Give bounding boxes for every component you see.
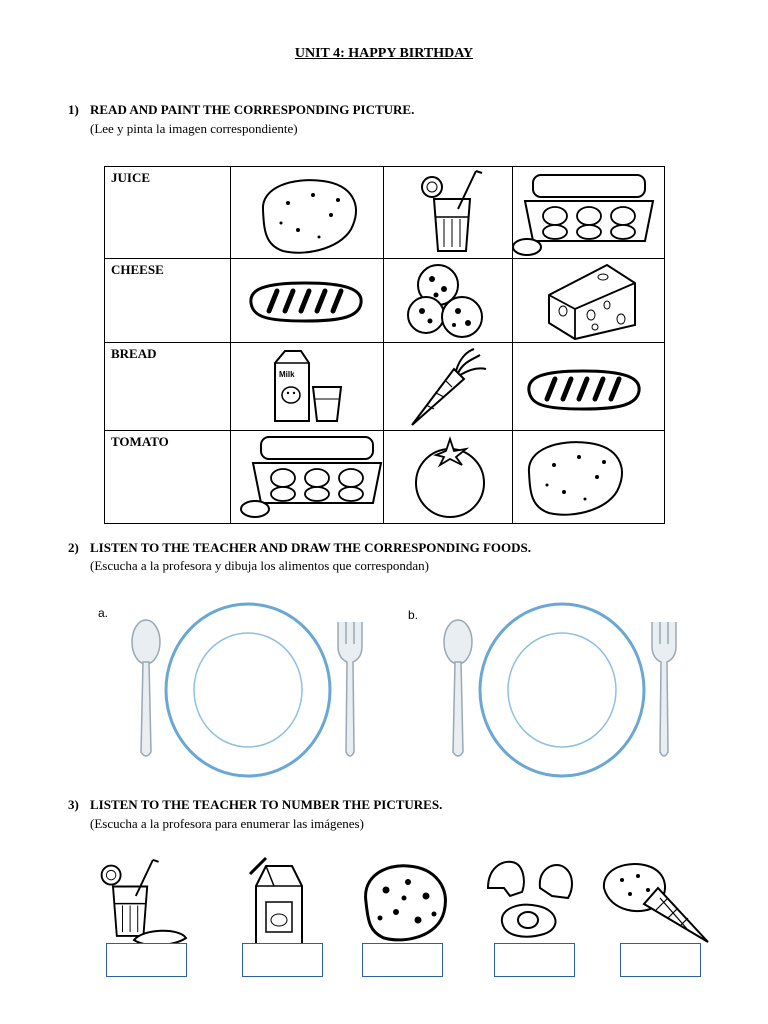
picture-cell[interactable] <box>384 343 513 431</box>
exercise1-translation: (Lee y pinta la imagen correspondiente) <box>90 121 298 136</box>
answer-box[interactable] <box>494 943 575 977</box>
potato-icon <box>231 167 383 258</box>
word-label: BREAD <box>111 346 157 361</box>
table-row <box>105 167 665 259</box>
exercise3-instruction: LISTEN TO THE TEACHER TO NUMBER THE PICTURES. <box>90 797 443 812</box>
eggs-icon <box>480 858 580 944</box>
food-matching-table <box>104 166 665 524</box>
answer-box[interactable] <box>620 943 701 977</box>
egg-carton-icon <box>231 431 383 523</box>
exercise2-translation: (Escucha a la profesora y dibuja los alimentos que correspondan) <box>90 558 429 573</box>
picture-cell[interactable] <box>513 259 665 343</box>
word-label: CHEESE <box>111 262 164 277</box>
picture-cell[interactable] <box>231 259 384 343</box>
ice-cream-icon <box>598 858 714 948</box>
picture-cell[interactable] <box>513 167 665 259</box>
page-title: UNIT 4: HAPPY BIRTHDAY <box>294 46 474 61</box>
picture-cell[interactable] <box>513 431 665 524</box>
spoon-icon <box>132 620 160 756</box>
picture-cell[interactable] <box>513 343 665 431</box>
word-cell <box>105 343 231 431</box>
picture-cell[interactable] <box>231 167 384 259</box>
word-cell <box>105 431 231 524</box>
table-row <box>105 431 665 524</box>
plate-icon <box>480 604 644 776</box>
plate-a-label: a. <box>98 606 109 620</box>
answer-box[interactable] <box>242 943 323 977</box>
tomato-icon <box>384 431 512 523</box>
place-setting-b[interactable] <box>428 600 688 780</box>
milk-carton-icon <box>231 343 383 430</box>
milk-carton-icon <box>236 856 326 948</box>
answer-box[interactable] <box>362 943 443 977</box>
potato-icon <box>513 431 664 523</box>
cheese-icon <box>513 259 664 342</box>
plate-icon <box>166 604 330 776</box>
exercise1-instruction: READ AND PAINT THE CORRESPONDING PICTURE. <box>90 102 415 117</box>
juice-glass-icon <box>384 167 512 258</box>
word-cell <box>105 167 231 259</box>
exercise2-instruction: LISTEN TO THE TEACHER AND DRAW THE CORRESPONDING FOODS. <box>90 540 532 555</box>
fork-icon <box>652 622 676 756</box>
exercise3-number: 3) <box>68 797 79 812</box>
place-setting-a[interactable] <box>118 600 378 780</box>
table-row <box>105 259 665 343</box>
plate-b-label: b. <box>408 608 419 622</box>
picture-cell[interactable] <box>384 431 513 524</box>
bread-icon <box>231 259 383 342</box>
exercise2-number: 2) <box>68 540 79 555</box>
spoon-icon <box>444 620 472 756</box>
word-label: JUICE <box>111 170 151 185</box>
picture-cell[interactable] <box>384 259 513 343</box>
word-label: TOMATO <box>111 434 169 449</box>
word-cell <box>105 259 231 343</box>
fork-icon <box>338 622 362 756</box>
picture-cell[interactable] <box>384 167 513 259</box>
exercise3-translation: (Escucha a la profesora para enumerar las imágenes) <box>90 816 364 831</box>
egg-carton-icon <box>513 167 664 258</box>
picture-cell[interactable] <box>231 343 384 431</box>
table-row <box>105 343 665 431</box>
answer-box[interactable] <box>106 943 187 977</box>
cookie-icon <box>356 862 452 946</box>
bread-icon <box>513 343 664 430</box>
cookies-icon <box>384 259 512 342</box>
carrot-icon <box>384 343 512 430</box>
exercise1-number: 1) <box>68 102 79 117</box>
picture-cell[interactable] <box>231 431 384 524</box>
juice-and-bread-icon <box>94 858 190 950</box>
